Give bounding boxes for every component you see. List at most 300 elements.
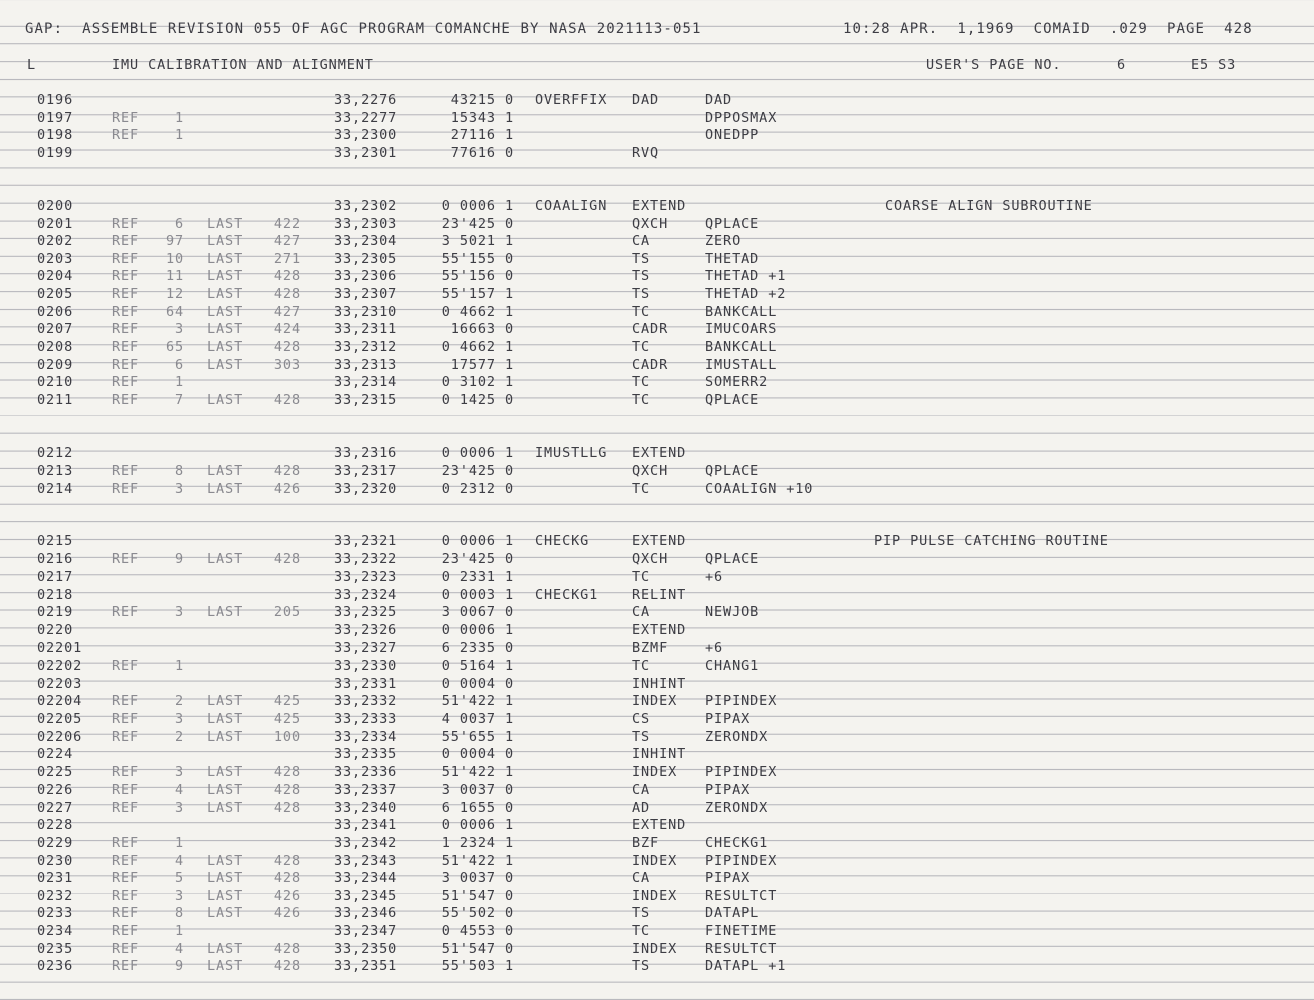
octal-word: 51'422 1 — [441, 764, 514, 780]
operand: DAD — [705, 92, 733, 108]
ref-count: 2 — [174, 729, 184, 745]
operand: FINETIME — [705, 923, 778, 939]
line-number: 0220 — [37, 622, 74, 638]
ref-count: 3 — [174, 481, 184, 497]
last-page: 426 — [273, 905, 301, 921]
ref-flag: REF — [112, 357, 140, 373]
operand: PIPAX — [705, 870, 751, 886]
listing-line — [0, 127, 1314, 144]
octal-word: 0 0006 1 — [441, 622, 514, 638]
address: 33,2304 — [334, 233, 398, 249]
octal-word: 51'547 0 — [441, 888, 514, 904]
comment: COARSE ALIGN SUBROUTINE — [885, 198, 1093, 214]
octal-word: 15343 1 — [450, 110, 514, 126]
address: 33,2330 — [334, 658, 398, 674]
last-flag: LAST — [207, 853, 244, 869]
ref-flag: REF — [112, 110, 140, 126]
line-number: 0214 — [37, 481, 74, 497]
last-flag: LAST — [207, 268, 244, 284]
listing-line — [0, 481, 1314, 498]
opcode: INDEX — [632, 764, 678, 780]
address: 33,2340 — [334, 800, 398, 816]
listing-line — [0, 746, 1314, 763]
last-page: 427 — [273, 233, 301, 249]
address: 33,2307 — [334, 286, 398, 302]
last-flag: LAST — [207, 339, 244, 355]
listing-line — [0, 569, 1314, 586]
ref-flag: REF — [112, 233, 140, 249]
operand: DATAPL +1 — [705, 958, 787, 974]
ref-flag: REF — [112, 374, 140, 390]
line-number: 0207 — [37, 321, 74, 337]
ref-flag: REF — [112, 905, 140, 921]
last-flag: LAST — [207, 481, 244, 497]
ref-flag: REF — [112, 888, 140, 904]
listing-line — [0, 693, 1314, 710]
last-page: 303 — [273, 357, 301, 373]
address: 33,2302 — [334, 198, 398, 214]
ref-flag: REF — [112, 941, 140, 957]
ref-flag: REF — [112, 127, 140, 143]
ref-count: 3 — [174, 888, 184, 904]
line-number: 0206 — [37, 304, 74, 320]
label: CHECKG — [535, 533, 590, 549]
opcode: TC — [632, 392, 651, 408]
octal-word: 23'425 0 — [441, 216, 514, 232]
listing-line — [0, 782, 1314, 799]
ref-count: 4 — [174, 782, 184, 798]
operand: PIPAX — [705, 782, 751, 798]
last-flag: LAST — [207, 764, 244, 780]
address: 33,2314 — [334, 374, 398, 390]
opcode: TS — [632, 251, 651, 267]
last-page: 427 — [273, 304, 301, 320]
operand: THETAD — [705, 251, 760, 267]
octal-word: 3 5021 1 — [441, 233, 514, 249]
opcode: CADR — [632, 357, 669, 373]
opcode: AD — [632, 800, 651, 816]
octal-word: 55'502 0 — [441, 905, 514, 921]
ref-count: 3 — [174, 604, 184, 620]
operand: QPLACE — [705, 551, 760, 567]
ref-flag: REF — [112, 870, 140, 886]
ref-count: 6 — [174, 216, 184, 232]
address: 33,2342 — [334, 835, 398, 851]
octal-word: 0 4662 1 — [441, 304, 514, 320]
ref-flag: REF — [112, 268, 140, 284]
listing-line — [0, 92, 1314, 109]
ref-flag: REF — [112, 800, 140, 816]
address: 33,2351 — [334, 958, 398, 974]
last-flag: LAST — [207, 905, 244, 921]
address: 33,2324 — [334, 587, 398, 603]
operand: RESULTCT — [705, 941, 778, 957]
ref-flag: REF — [112, 392, 140, 408]
operand: BANKCALL — [705, 304, 778, 320]
line-number: 0212 — [37, 445, 74, 461]
address: 33,2306 — [334, 268, 398, 284]
ref-flag: REF — [112, 835, 140, 851]
last-flag: LAST — [207, 216, 244, 232]
line-number: 02203 — [37, 676, 83, 692]
octal-word: 0 1425 0 — [441, 392, 514, 408]
octal-word: 0 0004 0 — [441, 676, 514, 692]
listing-line — [0, 251, 1314, 268]
opcode: CS — [632, 711, 651, 727]
address: 33,2316 — [334, 445, 398, 461]
operand: ZERO — [705, 233, 742, 249]
operand: COAALIGN +10 — [705, 481, 814, 497]
opcode: BZMF — [632, 640, 669, 656]
users-page-number: 6 — [1117, 57, 1127, 73]
line-number: 0234 — [37, 923, 74, 939]
ref-count: 8 — [174, 463, 184, 479]
ref-count: 9 — [174, 958, 184, 974]
last-page: 428 — [273, 268, 301, 284]
section-title: IMU CALIBRATION AND ALIGNMENT — [112, 57, 374, 73]
line-number: 0232 — [37, 888, 74, 904]
ref-count: 8 — [174, 905, 184, 921]
label: IMUSTLLG — [535, 445, 608, 461]
section-code: E5 S3 — [1191, 57, 1237, 73]
operand: +6 — [705, 569, 724, 585]
comment: PIP PULSE CATCHING ROUTINE — [874, 533, 1109, 549]
octal-word: 0 4662 1 — [441, 339, 514, 355]
address: 33,2332 — [334, 693, 398, 709]
address: 33,2327 — [334, 640, 398, 656]
octal-word: 51'422 1 — [441, 693, 514, 709]
ref-count: 2 — [174, 693, 184, 709]
operand: THETAD +2 — [705, 286, 787, 302]
listing-line — [0, 304, 1314, 321]
operand: PIPINDEX — [705, 853, 778, 869]
opcode: QXCH — [632, 463, 669, 479]
octal-word: 0 4553 0 — [441, 923, 514, 939]
operand: CHANG1 — [705, 658, 760, 674]
octal-word: 3 0067 0 — [441, 604, 514, 620]
listing-line — [0, 658, 1314, 675]
operand: IMUCOARS — [705, 321, 778, 337]
listing-line — [0, 640, 1314, 657]
opcode: TC — [632, 304, 651, 320]
operand: ZERONDX — [705, 800, 769, 816]
address: 33,2345 — [334, 888, 398, 904]
operand: IMUSTALL — [705, 357, 778, 373]
last-flag: LAST — [207, 693, 244, 709]
listing-line — [0, 551, 1314, 568]
address: 33,2337 — [334, 782, 398, 798]
opcode: TS — [632, 905, 651, 921]
octal-word: 23'425 0 — [441, 463, 514, 479]
line-number: 0202 — [37, 233, 74, 249]
octal-word: 16663 0 — [450, 321, 514, 337]
octal-word: 0 0004 0 — [441, 746, 514, 762]
address: 33,2347 — [334, 923, 398, 939]
address: 33,2321 — [334, 533, 398, 549]
octal-word: 1 2324 1 — [441, 835, 514, 851]
label: CHECKG1 — [535, 587, 599, 603]
ref-count: 1 — [174, 374, 184, 390]
line-number: 0203 — [37, 251, 74, 267]
line-number: 0227 — [37, 800, 74, 816]
octal-word: 23'425 0 — [441, 551, 514, 567]
ref-flag: REF — [112, 251, 140, 267]
operand: PIPINDEX — [705, 764, 778, 780]
address: 33,2331 — [334, 676, 398, 692]
operand: THETAD +1 — [705, 268, 787, 284]
octal-word: 55'503 1 — [441, 958, 514, 974]
header-right: 10:28 APR. 1,1969 COMAID .029 PAGE 428 — [843, 21, 1253, 37]
opcode: EXTEND — [632, 817, 687, 833]
users-page-label: USER'S PAGE NO. — [926, 57, 1062, 73]
last-page: 428 — [273, 941, 301, 957]
last-flag: LAST — [207, 888, 244, 904]
listing-line — [0, 268, 1314, 285]
last-flag: LAST — [207, 711, 244, 727]
last-flag: LAST — [207, 782, 244, 798]
ref-flag: REF — [112, 551, 140, 567]
ref-count: 4 — [174, 853, 184, 869]
address: 33,2341 — [334, 817, 398, 833]
octal-word: 0 0006 1 — [441, 817, 514, 833]
line-number: 0208 — [37, 339, 74, 355]
octal-word: 0 2312 0 — [441, 481, 514, 497]
last-page: 425 — [273, 693, 301, 709]
last-page: 425 — [273, 711, 301, 727]
address: 33,2317 — [334, 463, 398, 479]
opcode: EXTEND — [632, 445, 687, 461]
line-number: 0217 — [37, 569, 74, 585]
opcode: CADR — [632, 321, 669, 337]
ref-count: 3 — [174, 321, 184, 337]
octal-word: 51'547 0 — [441, 941, 514, 957]
address: 33,2313 — [334, 357, 398, 373]
listing-line — [0, 923, 1314, 940]
ref-flag: REF — [112, 658, 140, 674]
ref-flag: REF — [112, 693, 140, 709]
ref-count: 3 — [174, 764, 184, 780]
address: 33,2320 — [334, 481, 398, 497]
opcode: EXTEND — [632, 198, 687, 214]
address: 33,2325 — [334, 604, 398, 620]
address: 33,2315 — [334, 392, 398, 408]
listing-line — [0, 445, 1314, 462]
opcode: INDEX — [632, 941, 678, 957]
last-flag: LAST — [207, 870, 244, 886]
opcode: EXTEND — [632, 622, 687, 638]
last-page: 428 — [273, 463, 301, 479]
last-flag: LAST — [207, 729, 244, 745]
ref-count: 5 — [174, 870, 184, 886]
octal-word: 0 5164 1 — [441, 658, 514, 674]
ref-count: 65 — [165, 339, 184, 355]
address: 33,2277 — [334, 110, 398, 126]
operand: NEWJOB — [705, 604, 760, 620]
line-number: 0199 — [37, 145, 74, 161]
operand: PIPAX — [705, 711, 751, 727]
line-number: 0196 — [37, 92, 74, 108]
address: 33,2350 — [334, 941, 398, 957]
line-number: 0230 — [37, 853, 74, 869]
ref-flag: REF — [112, 321, 140, 337]
ref-flag: REF — [112, 764, 140, 780]
operand: RESULTCT — [705, 888, 778, 904]
address: 33,2323 — [334, 569, 398, 585]
address: 33,2336 — [334, 764, 398, 780]
octal-word: 55'155 0 — [441, 251, 514, 267]
line-number: 0210 — [37, 374, 74, 390]
octal-word: 6 1655 0 — [441, 800, 514, 816]
last-page: 426 — [273, 888, 301, 904]
address: 33,2343 — [334, 853, 398, 869]
listing-line — [0, 321, 1314, 338]
last-page: 271 — [273, 251, 301, 267]
line-number: 0219 — [37, 604, 74, 620]
opcode: TC — [632, 658, 651, 674]
line-number: 0229 — [37, 835, 74, 851]
opcode: TS — [632, 286, 651, 302]
ref-count: 3 — [174, 711, 184, 727]
header-left: GAP: ASSEMBLE REVISION 055 OF AGC PROGRAM COMANCHE BY NASA 2021113-051 — [25, 21, 702, 37]
opcode: TC — [632, 481, 651, 497]
line-number: 0216 — [37, 551, 74, 567]
last-page: 428 — [273, 853, 301, 869]
last-page: 100 — [273, 729, 301, 745]
opcode: EXTEND — [632, 533, 687, 549]
opcode: TC — [632, 339, 651, 355]
last-page: 422 — [273, 216, 301, 232]
listing-line — [0, 374, 1314, 391]
ref-count: 1 — [174, 835, 184, 851]
last-page: 426 — [273, 481, 301, 497]
opcode: TC — [632, 374, 651, 390]
listing-line — [0, 905, 1314, 922]
address: 33,2310 — [334, 304, 398, 320]
line-number: 0226 — [37, 782, 74, 798]
opcode: RVQ — [632, 145, 660, 161]
ref-flag: REF — [112, 286, 140, 302]
operand: PIPINDEX — [705, 693, 778, 709]
last-page: 428 — [273, 800, 301, 816]
operand: CHECKG1 — [705, 835, 769, 851]
address: 33,2335 — [334, 746, 398, 762]
last-flag: LAST — [207, 551, 244, 567]
address: 33,2311 — [334, 321, 398, 337]
listing-line — [0, 941, 1314, 958]
last-page: 428 — [273, 958, 301, 974]
last-flag: LAST — [207, 604, 244, 620]
octal-word: 55'655 1 — [441, 729, 514, 745]
listing-line — [0, 729, 1314, 746]
line-number: 0197 — [37, 110, 74, 126]
listing-line — [0, 604, 1314, 621]
line-number: 0233 — [37, 905, 74, 921]
octal-word: 6 2335 0 — [441, 640, 514, 656]
label: OVERFFIX — [535, 92, 608, 108]
octal-word: 0 3102 1 — [441, 374, 514, 390]
line-number: 0218 — [37, 587, 74, 603]
operand: BANKCALL — [705, 339, 778, 355]
octal-word: 3 0037 0 — [441, 870, 514, 886]
address: 33,2276 — [334, 92, 398, 108]
last-page: 428 — [273, 551, 301, 567]
address: 33,2333 — [334, 711, 398, 727]
ref-flag: REF — [112, 958, 140, 974]
subheader-mark: L — [27, 57, 37, 73]
label: COAALIGN — [535, 198, 608, 214]
last-page: 428 — [273, 339, 301, 355]
address: 33,2300 — [334, 127, 398, 143]
opcode: INHINT — [632, 746, 687, 762]
last-flag: LAST — [207, 941, 244, 957]
ref-count: 11 — [165, 268, 184, 284]
address: 33,2322 — [334, 551, 398, 567]
line-number: 0236 — [37, 958, 74, 974]
last-flag: LAST — [207, 304, 244, 320]
address: 33,2326 — [334, 622, 398, 638]
address: 33,2312 — [334, 339, 398, 355]
last-flag: LAST — [207, 251, 244, 267]
line-number: 0228 — [37, 817, 74, 833]
line-number: 0198 — [37, 127, 74, 143]
opcode: TS — [632, 729, 651, 745]
line-number: 0200 — [37, 198, 74, 214]
octal-word: 0 2331 1 — [441, 569, 514, 585]
listing-line — [0, 233, 1314, 250]
operand: QPLACE — [705, 463, 760, 479]
octal-word: 55'157 1 — [441, 286, 514, 302]
listing-line — [0, 676, 1314, 693]
listing-line — [0, 587, 1314, 604]
listing-line — [0, 800, 1314, 817]
line-number: 0235 — [37, 941, 74, 957]
octal-word: 77616 0 — [450, 145, 514, 161]
opcode: CA — [632, 604, 651, 620]
line-number: 0224 — [37, 746, 74, 762]
ref-count: 97 — [165, 233, 184, 249]
last-page: 428 — [273, 392, 301, 408]
opcode: CA — [632, 782, 651, 798]
listing-line — [0, 764, 1314, 781]
operand: SOMERR2 — [705, 374, 769, 390]
ref-flag: REF — [112, 711, 140, 727]
ref-flag: REF — [112, 304, 140, 320]
ref-flag: REF — [112, 216, 140, 232]
ref-count: 10 — [165, 251, 184, 267]
last-flag: LAST — [207, 958, 244, 974]
last-page: 424 — [273, 321, 301, 337]
ref-flag: REF — [112, 604, 140, 620]
ref-flag: REF — [112, 729, 140, 745]
opcode: QXCH — [632, 551, 669, 567]
last-flag: LAST — [207, 233, 244, 249]
listing-line — [0, 198, 1314, 215]
line-number: 0231 — [37, 870, 74, 886]
address: 33,2346 — [334, 905, 398, 921]
listing-line — [0, 711, 1314, 728]
ref-flag: REF — [112, 339, 140, 355]
opcode: TC — [632, 569, 651, 585]
ref-count: 9 — [174, 551, 184, 567]
ref-count: 3 — [174, 800, 184, 816]
ref-flag: REF — [112, 463, 140, 479]
line-number: 02206 — [37, 729, 83, 745]
octal-word: 0 0006 1 — [441, 445, 514, 461]
opcode: INHINT — [632, 676, 687, 692]
last-page: 428 — [273, 764, 301, 780]
opcode: BZF — [632, 835, 660, 851]
ref-flag: REF — [112, 923, 140, 939]
